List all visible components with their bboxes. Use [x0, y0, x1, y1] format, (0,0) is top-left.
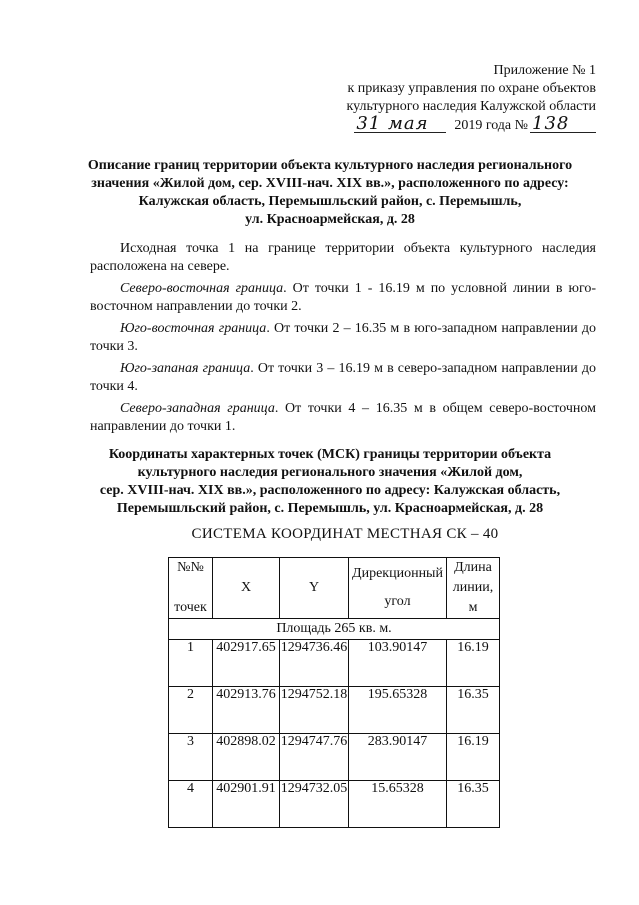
southeast-boundary-text: . От точки 2 – 16.35 м в юго-западном направлении до точки 3. — [90, 321, 597, 354]
handwritten-date: 31 мая — [354, 116, 446, 133]
order-date-line — [300, 113, 596, 135]
header-point-number: №№ точек — [169, 558, 213, 619]
order-year-text: 2019 года № — [454, 118, 528, 133]
length-cell: 16.19 — [447, 734, 500, 781]
northwest-boundary-paragraph — [90, 400, 596, 435]
area-cell: Площадь 265 кв. м. — [169, 619, 500, 640]
southwest-boundary-paragraph — [90, 360, 596, 395]
y-cell: 1294752.18 — [280, 687, 349, 734]
southeast-boundary-paragraph — [90, 320, 596, 355]
point-number-cell: 2 — [169, 687, 213, 734]
southwest-boundary-label: Юго-запаная граница — [120, 361, 251, 376]
appendix-title: Приложение № 1 — [493, 63, 596, 78]
angle-cell: 15.65328 — [349, 781, 447, 828]
x-cell: 402898.02 — [213, 734, 280, 781]
appendix-order-line: к приказу управления по охране объектов — [347, 81, 596, 96]
length-cell: 16.35 — [447, 687, 500, 734]
x-cell: 402901.91 — [213, 781, 280, 828]
x-cell: 402913.76 — [213, 687, 280, 734]
coordinates-title — [80, 446, 580, 518]
table-header-row — [169, 558, 500, 619]
coordinate-system-label: СИСТЕМА КООРДИНАТ МЕСТНАЯ СК – 40 — [191, 526, 499, 542]
header-direction-angle: Дирекционный угол — [349, 558, 447, 619]
title-line: Описание границ территории объекта культурного наследия регионального — [87, 158, 573, 173]
header-line-length: Длина линии, м — [447, 558, 500, 619]
area-row — [169, 619, 500, 640]
table-row — [169, 781, 500, 828]
point-number-cell: 1 — [169, 640, 213, 687]
handwritten-order-number: 138 — [530, 116, 596, 133]
northeast-boundary-text: . От точки 1 - 16.19 м по условной линии в юго-восточном направлении до точки 2. — [90, 281, 596, 314]
coords-title-line: сер. XVIII-нач. XIX вв.», расположенного по адресу: Калужская область, — [99, 483, 561, 498]
northeast-boundary-label: Северо-восточная граница — [120, 281, 284, 296]
y-cell: 1294747.76 — [280, 734, 349, 781]
appendix-authority-line: культурного наследия Калужской области — [346, 99, 596, 114]
northwest-boundary-label: Северо-западная граница — [120, 401, 275, 416]
coordinates-table — [168, 557, 500, 828]
southeast-boundary-label: Юго-восточная граница — [120, 321, 267, 336]
title-line: Калужская область, Перемышльский район, с. Перемышль, — [138, 194, 522, 209]
boundary-description — [90, 240, 596, 440]
appendix-header — [300, 62, 596, 135]
boundary-description-title — [70, 157, 590, 229]
y-cell: 1294732.05 — [280, 781, 349, 828]
point-number-cell: 4 — [169, 781, 213, 828]
header-x: X — [213, 558, 280, 619]
title-line: ул. Красноармейская, д. 28 — [245, 212, 415, 227]
angle-cell: 283.90147 — [349, 734, 447, 781]
y-cell: 1294736.46 — [280, 640, 349, 687]
title-line: значения «Жилой дом, сер. XVIII-нач. XIX вв.», расположенного по адресу: — [91, 176, 569, 191]
header-y: Y — [280, 558, 349, 619]
northeast-boundary-paragraph — [90, 280, 596, 315]
northwest-boundary-text: . От точки 4 – 16.35 м в общем северо-восточном направлении до точки 1. — [90, 401, 596, 434]
angle-cell: 103.90147 — [349, 640, 447, 687]
table-row — [169, 687, 500, 734]
angle-cell: 195.65328 — [349, 687, 447, 734]
table-row — [169, 640, 500, 687]
coords-title-line: культурного наследия регионального значения «Жилой дом, — [137, 465, 523, 480]
start-point-paragraph: Исходная точка 1 на границе территории объекта культурного наследия расположена на севере. — [90, 241, 596, 274]
length-cell: 16.19 — [447, 640, 500, 687]
coords-title-line: Перемышльский район, с. Перемышль, ул. Красноармейская, д. 28 — [116, 501, 544, 516]
table-row — [169, 734, 500, 781]
x-cell: 402917.65 — [213, 640, 280, 687]
length-cell: 16.35 — [447, 781, 500, 828]
coords-title-line: Координаты характерных точек (МСК) границы территории объекта — [108, 447, 552, 462]
point-number-cell: 3 — [169, 734, 213, 781]
southwest-boundary-text: . От точки 3 – 16.19 м в северо-западном направлении до точки 4. — [90, 361, 596, 394]
